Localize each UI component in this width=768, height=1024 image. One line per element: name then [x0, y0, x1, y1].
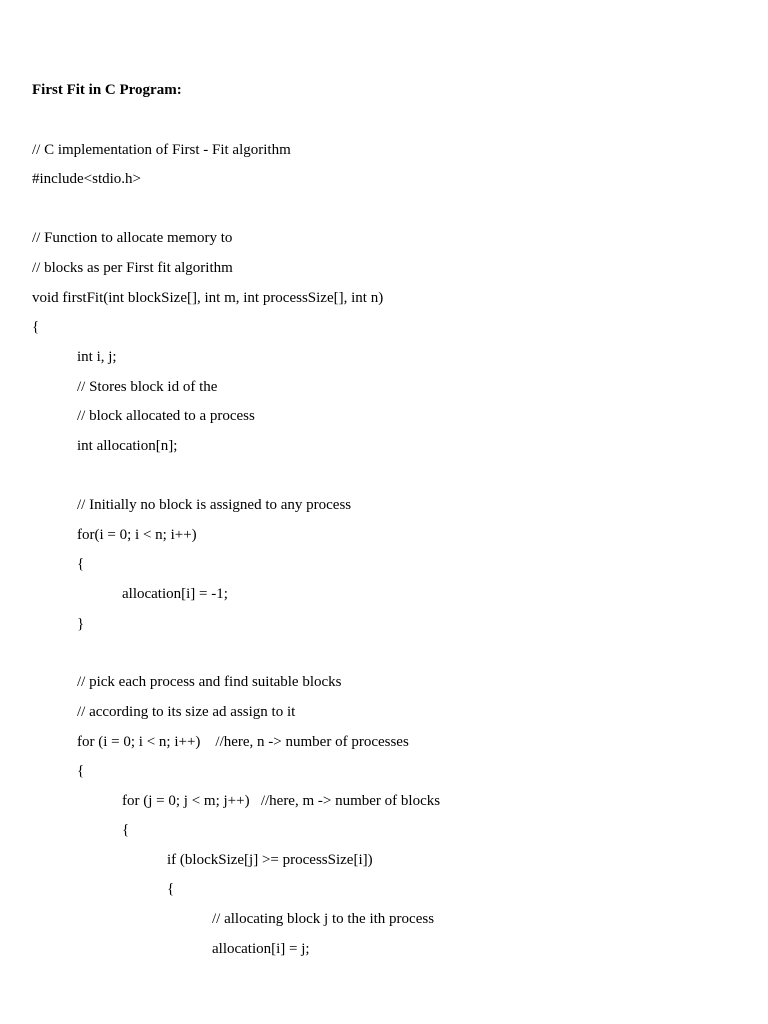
- code-line-comment-implementation: // C implementation of First - Fit algorithm: [32, 142, 291, 158]
- code-line-function-signature: void firstFit(int blockSize[], int m, int processSize[], int n): [32, 290, 384, 306]
- code-line-include: #include<stdio.h>: [32, 171, 141, 187]
- code-line-for-processes-open: {: [77, 763, 85, 779]
- code-line-comment-according: // according to its size ad assign to it: [77, 704, 296, 720]
- code-line-comment-allocated: // block allocated to a process: [77, 408, 255, 424]
- code-line-comment-stores: // Stores block id of the: [77, 379, 218, 395]
- code-line-declare-allocation: int allocation[n];: [77, 438, 178, 454]
- code-line-open-brace: {: [32, 319, 40, 335]
- code-line-if-open: {: [167, 881, 175, 897]
- code-line-for-blocks-open: {: [122, 822, 130, 838]
- code-line-comment-initially: // Initially no block is assigned to any process: [77, 497, 352, 513]
- code-line-allocation-reset: allocation[i] = -1;: [122, 586, 228, 602]
- code-line-for-init: for(i = 0; i < n; i++): [77, 527, 197, 543]
- code-line-for-blocks: for (j = 0; j < m; j++) //here, m -> number of blocks: [122, 793, 441, 809]
- code-line-if-fits: if (blockSize[j] >= processSize[i]): [167, 852, 373, 868]
- code-line-for-init-close: }: [77, 616, 85, 632]
- document-title: First Fit in C Program:: [32, 82, 182, 98]
- code-line-allocation-assign: allocation[i] = j;: [212, 941, 310, 957]
- code-line-for-init-open: {: [77, 556, 85, 572]
- code-line-comment-blocks: // blocks as per First fit algorithm: [32, 260, 233, 276]
- code-line-comment-function: // Function to allocate memory to: [32, 230, 233, 246]
- code-line-comment-allocating: // allocating block j to the ith process: [212, 911, 435, 927]
- code-line-declare-ij: int i, j;: [77, 349, 117, 365]
- code-line-comment-pick: // pick each process and find suitable blocks: [77, 674, 342, 690]
- code-line-for-processes: for (i = 0; i < n; i++) //here, n -> number of processes: [77, 734, 409, 750]
